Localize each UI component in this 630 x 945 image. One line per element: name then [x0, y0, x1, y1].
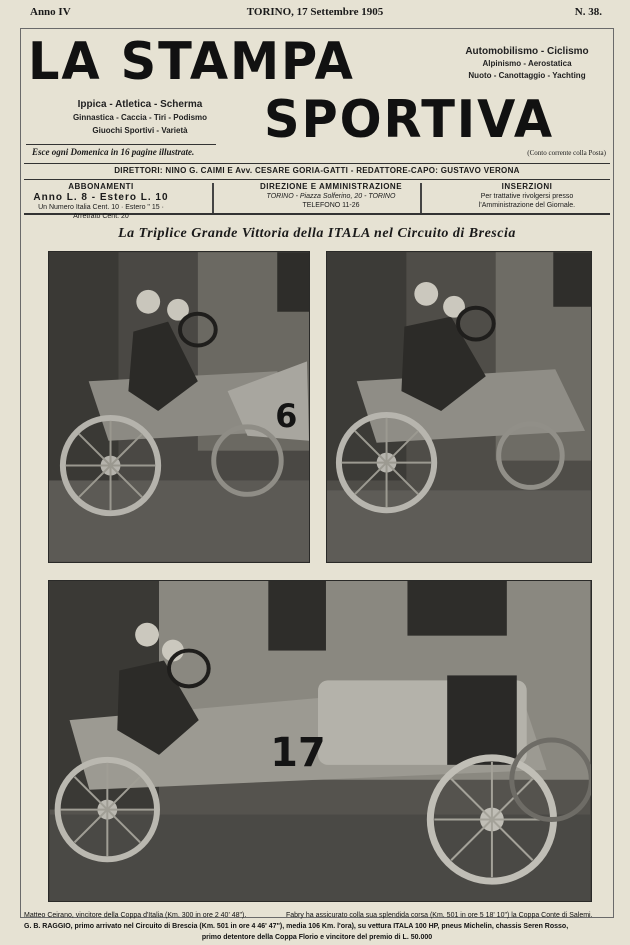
photo-car-6: [48, 251, 310, 563]
right-sport-line: Nuoto - Canottaggio - Yachting: [468, 71, 586, 80]
administration-phone: TELEFONO 11-26: [302, 202, 360, 209]
title-line-1: LA STAMPA: [28, 32, 355, 92]
conto-note: (Conto corrente colla Posta): [527, 149, 606, 157]
separator-ornament: [212, 183, 214, 213]
administration-block: [236, 182, 426, 210]
info-bar: [24, 179, 610, 220]
caption-line-1b: Fabry ha assicurato colla sua splendida corsa (Km. 501 in ore 5 18' 10") la Coppa Conte di Salemi.: [286, 912, 593, 919]
left-sport-line: Ginnastica - Caccia - Tiri - Podismo: [72, 113, 208, 122]
photo-car-6-alt: [326, 251, 592, 563]
subscriptions-block: [26, 182, 176, 221]
issue-date: TORINO, 17 Settembre 1905: [246, 6, 384, 18]
administration-heading: DIREZIONE E AMMINISTRAZIONE: [259, 182, 403, 191]
race-car-illustration: [49, 581, 591, 901]
right-sport-line: Automobilismo - Ciclismo: [465, 46, 589, 57]
caption-line-2: G. B. RAGGIO, primo arrivato nel Circuito di Brescia (Km. 501 in ore 4 46' 47"), media 106 Km. l'ora), su vettura ITALA 100 HP, pneus Michelin, chassis Seren Rosso,: [24, 923, 569, 930]
photo-car-17: [48, 580, 592, 902]
issue-number: N. 38.: [574, 6, 602, 18]
race-car-illustration: [327, 252, 591, 562]
right-sports-list: [442, 46, 612, 82]
caption-line-3: primo detentore della Coppa Florio e vincitore del premio di L. 50.000: [201, 934, 433, 941]
separator-ornament: [420, 183, 422, 213]
race-car-illustration: [49, 252, 309, 562]
car-number: 17: [270, 729, 326, 776]
subscriptions-price: Anno L. 8 - Estero L. 10: [33, 192, 169, 203]
subscriptions-heading: ABBONAMENTI: [68, 182, 134, 191]
issue-year: Anno IV: [30, 6, 71, 18]
administration-address: TORINO - Piazza Solferino, 20 - TORINO: [266, 193, 396, 200]
title-line-2: SPORTIVA: [264, 90, 554, 150]
advertising-line: Per trattative rivolgersi presso: [480, 193, 574, 200]
weekly-note: Esce ogni Domenica in 16 pagine illustrate.: [32, 147, 195, 157]
directors-line: DIRETTORI: NINO G. CAIMI E Avv. CESARE GORIA-GATTI - REDATTORE-CAPO: GUSTAVO VERONA: [114, 166, 520, 175]
advertising-line: l'Amministrazione del Giornale.: [478, 202, 576, 209]
caption-line-1a: Matteo Ceirano, vincitore della Coppa d'Italia (Km. 300 in ore 2 40' 48").: [24, 912, 247, 919]
left-sport-line: Giuochi Sportivi - Varietà: [92, 126, 188, 135]
headline: La Triplice Grande Vittoria della ITALA nel Circuito di Brescia: [118, 226, 516, 241]
top-info-bar: [22, 6, 608, 22]
masthead: [22, 34, 612, 164]
car-number: 6: [275, 398, 298, 435]
advertising-heading: INSERZIONI: [501, 182, 553, 191]
left-sports-list: [40, 98, 240, 137]
left-sport-line: Ippica - Atletica - Scherma: [77, 99, 203, 110]
advertising-block: [444, 182, 610, 210]
right-sport-line: Alpinismo - Aerostatica: [482, 59, 572, 68]
masthead-rule: [26, 144, 216, 145]
subscriptions-single: Un Numero Italia Cent. 10 · Estero " 15 · Arretrato Cent. 20: [38, 204, 164, 220]
